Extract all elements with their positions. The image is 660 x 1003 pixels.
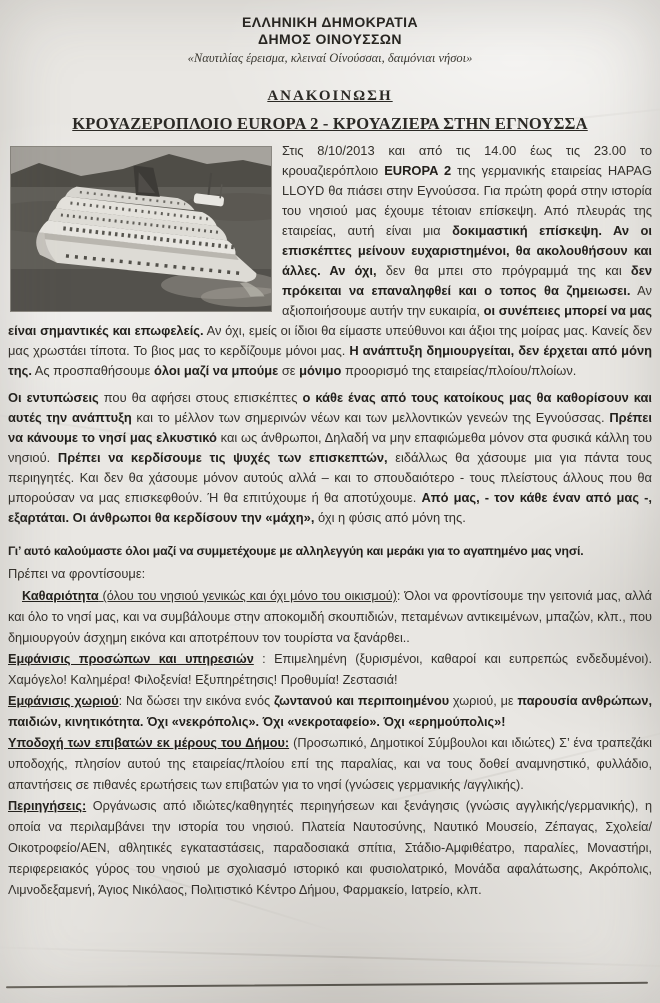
list-item-cleanliness: Καθαριότητα (όλου του νησιού γενικώς και όχι μόνο του οικισμού): Όλοι να φροντίσουμε την γειτονιά μας, αλλά και όλο το νησί μας, και να συμβάλουμε στην αποκομιδή σκουπιδιών, πεταμένων αντικειμένων, μπαζών, κλπ., που δημιουργούν άσχημη εικόνα και αποτρέπουν τον τουρίστα να ξανάρθει..	[8, 589, 652, 645]
list-item-passenger-reception: Υποδοχή των επιβατών εκ μέρους του Δήμου: (Προσωπικό, Δημοτικοί Σύμβουλοι και ιδιώτες) Σ’ ένα τραπεζάκι υποδοχής, πλησίον αυτού της εταιρείας/πλοίου επί της παραλίας, και να τους δοθεί αναμνηστικό, φυλλάδιο, απαντήσεις σε πιθανές ερωτήσεις των επιβατών για το νησί (γνώσεις γερμανικής /αγγλικής).	[8, 736, 652, 792]
paper-crease	[0, 946, 660, 968]
org-name-line1: ΕΛΛΗΝΙΚΗ ΔΗΜΟΚΡΑΤΙΑ	[242, 14, 418, 30]
document-header	[0, 0, 660, 66]
impressions-paragraph: Οι εντυπώσεις που θα αφήσει στους επισκέπτες ο κάθε ένας από τους κατοίκους μας θα καθορίσουν και αυτές την ανάπτυξη και το μέλλον των σημερινών νέων και των μελλοντικών γενεών της Εγνούσσας. Πρέπει να κάνουμε το νησί μας ελκυστικό και ως άνθρωποι, Δηλαδή να μην επαφιώμεθα μόνον στα φυσικά κάλλη του νησιού. Πρέπει να κερδίσουμε τις ψυχές των επισκεπτών, ειδάλλως θα χάσουμε μια για πάντα τους περιηγητές. Και δεν θα χάσουμε μόνον αυτούς αλλά – και το σπουδαιότερο - τους πλείστους άλλους που θα μπορούσαν να μας επισκεφθούν. Ή θα επιτύχουμε ή θα αποτύχουμε. Από μας, - τον κάθε έναν από μας -, εξαρτάται. Οι άνθρωποι θα κερδίσουν την «μάχη», όχι η φύσις από μόνη της.	[8, 390, 653, 525]
document-body	[0, 134, 660, 901]
call-to-action-paragraph: Γι’ αυτό καλούμαστε όλοι μαζί να συμμετέχουμε με αλληλεγγύη και μεράκι για το αγαπημένο μας νησί.	[8, 544, 584, 558]
list-item-tours: Περιηγήσεις: Οργάνωσις από ιδιώτες/καθηγητές περιηγήσεων και ξενάγησις (γνώσις αγγλικής/γερμανικής), η οποία να περιλαμβάνει την ιστορία του νησιού. Πλατεία Ναυτοσύνης, Ναυτικό Μουσείο, Ζέπαγας, Σχολεία/Οικοτροφείο/ΑΕΝ, αθλητικές εγκαταστάσεις, παραδοσιακά σπίτια, Στάδιο-Αμφιθέατρο, παραλίες, Μοναστήρι, περιφερειακός γύρος του νησιού με σχολιασμό ιστορικό και φυσιολατρικό, Μονάδα αφαλάτωσης, Ακρόπολις, Λιμνοδεξαμενή, Άγιος Νικόλαος, Πολιτιστικό Κέντρο Δήμου, Φαρμακείο, Ιατρείο, κλπ.	[8, 799, 652, 897]
cruise-ship-illustration	[11, 147, 271, 311]
list-item-appearance-people-services: Εμφάνισις προσώπων και υπηρεσιών : Επιμελημένη (ξυρισμένοι, καθαροί και ευπρεπώς ενδεδυμένοι). Χαμόγελο! Καλημέρα! Φιλοξενία! Εξυπηρέτησις! Προθυμία! Ζεστασιά!	[8, 652, 652, 687]
org-motto: «Ναυτιλίας έρεισμα, κλειναί Οίνούσσαι, δαιμόνιαι νήσοι»	[187, 51, 473, 65]
cruise-ship-photo	[10, 146, 272, 312]
page-title: ΚΡΟΥΑΖΕΡΟΠΛΟΙΟ EUROPA 2 - ΚΡΟΥΑΖΙΕΡΑ ΣΤΗΝ ΕΓΝΟΥΣΣΑ	[72, 114, 588, 133]
intro-paragraph: Στις 8/10/2013 και από τις 14.00 έως τις 23.00 το κρουαζιερόπλοιο EUROPA 2 της γερμανικής εταιρείας HAPAG LLOYD θα πιάσει στην Εγνούσσα. Για πρώτη φορά στην ιστορία του νησιού μας έχουμε τέτοιαν επίσκεψη. Από πλευράς της εταιρείας, αυτή είναι μια δοκιμαστική επίσκεψη. Αν οι επισκέπτες μείνουν ευχαριστημένοι, θα ακολουθήσουν και άλλες. Αν όχι, δεν θα μπει στο πρόγραμμά της και δεν πρόκειται να επαναληφθεί και ο τοπος θα ζημειωσει. Αν αξιοποιήσουμε αυτήν την ευκαιρία, οι συνέπειες μπορεί να μας είναι σημαντικές και επωφελείς. Αν όχι, εμείς οι ίδιοι θα είμαστε υπεύθυνοι και άξιοι της μοίρας μας. Κανείς δεν μας χρωστάει τίποτα. Το βιος μας το κερδίζουμε μόνοι μας. Η ανάπτυξη δημιουργείται, δεν έρχεται από μόνη της. Ας προσπαθήσουμε όλοι μαζί να μπούμε σε μόνιμο προορισμό της εταιρείας/πλοίου/πλοίων.	[8, 143, 652, 378]
announcement-label: ΑΝΑΚΟΙΝΩΣΗ	[267, 88, 393, 104]
care-intro-line: Πρέπει να φροντίσουμε:	[8, 566, 146, 581]
bottom-rule	[6, 982, 648, 988]
care-list	[8, 586, 652, 901]
list-item-village-appearance: Εμφάνισις χωριού: Να δώσει την εικόνα ενός ζωντανού και περιποιημένου χωριού, με παρουσία ανθρώπων, παιδιών, κινητικότητα. Όχι «νεκρόπολις». Όχι «νεκροταφείο». Όχι «ερημούπολις»!	[8, 694, 652, 729]
org-name-line2: ΔΗΜΟΣ ΟΙΝΟΥΣΣΩΝ	[258, 31, 402, 47]
